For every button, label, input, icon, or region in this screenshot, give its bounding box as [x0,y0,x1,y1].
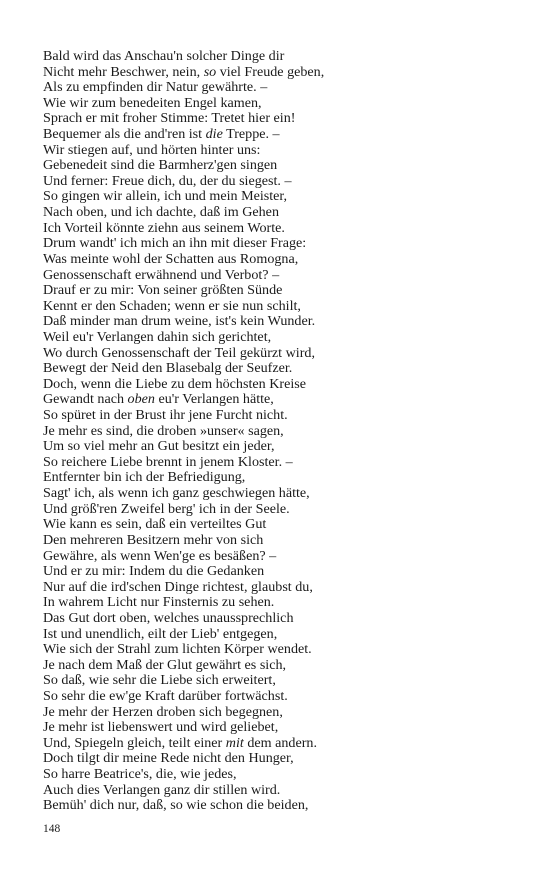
verse-text-block [43,49,523,814]
verse-line [43,283,523,299]
verse-line [43,783,523,799]
verse-segment: Ist und unendlich, eilt der Lieb' entgegen, [43,625,278,642]
verse-line [43,627,523,643]
verse-line [43,174,523,190]
verse-segment: So sehr die ew'ge Kraft darüber fortwächst. [43,687,288,704]
verse-line [43,143,523,159]
verse-segment: Bequemer als die and'ren ist [43,126,206,143]
verse-segment: So harre Beatrice's, die, wie jedes, [43,766,237,783]
verse-line [43,736,523,752]
verse-segment: Wo durch Genossenschaft der Teil gekürzt wird, [43,344,315,361]
verse-line [43,549,523,565]
verse-line [43,751,523,767]
verse-segment: Gebenedeit sind die Barmherz'gen singen [43,157,278,174]
verse-segment: viel Freude geben, [216,63,325,80]
verse-line [43,392,523,408]
verse-segment: eu'r Verlangen hätte, [154,391,274,408]
verse-segment: Bemüh' dich nur, daß, so wie schon die beiden, [43,797,309,814]
verse-line [43,611,523,627]
verse-segment: Sprach er mit froher Stimme: Tretet hier ein! [43,110,296,127]
verse-segment: Entfernter bin ich der Befriedigung, [43,469,246,486]
verse-line [43,705,523,721]
verse-segment: Nur auf die ird'schen Dinge richtest, glaubst du, [43,578,313,595]
verse-segment: So gingen wir allein, ich und mein Meister, [43,188,288,205]
verse-segment: Je mehr der Herzen droben sich begegnen, [43,703,283,720]
verse-segment: Gewandt nach [43,391,128,408]
verse-line [43,455,523,471]
verse-segment: Je nach dem Maß der Glut gewährt es sich, [43,656,287,673]
verse-line [43,65,523,81]
verse-segment: In wahrem Licht nur Finsternis zu sehen. [43,594,275,611]
verse-line [43,346,523,362]
verse-segment: dem andern. [243,734,317,751]
verse-line [43,767,523,783]
verse-line [43,361,523,377]
verse-segment: Gewähre, als wenn Wen'ge es besäßen? – [43,547,277,564]
verse-segment: Wie wir zum benedeiten Engel kamen, [43,94,262,111]
verse-segment: Und ferner: Freue dich, du, der du siegest. – [43,172,292,189]
verse-segment: Bald wird das Anschau'n solcher Dinge dir [43,48,285,64]
verse-line [43,595,523,611]
verse-segment: Je mehr ist liebenswert und wird geliebet, [43,719,279,736]
verse-segment: Drum wandt' ich mich an ihn mit dieser Frage: [43,235,307,252]
verse-segment: Nicht mehr Beschwer, nein, [43,63,204,80]
verse-line [43,720,523,736]
verse-segment: Und größ'ren Zweifel berg' ich in der Seele. [43,500,290,517]
verse-segment: Auch dies Verlangen ganz dir stillen wird. [43,781,281,798]
verse-line [43,377,523,393]
verse-italic-word: mit [225,734,244,751]
verse-line [43,236,523,252]
verse-line [43,642,523,658]
verse-line [43,205,523,221]
verse-line [43,564,523,580]
verse-line [43,221,523,237]
verse-line [43,658,523,674]
verse-segment: Doch tilgt dir meine Rede nicht den Hunger, [43,750,294,767]
verse-line [43,49,523,65]
verse-segment: Und er zu mir: Indem du die Gedanken [43,563,265,580]
verse-line [43,96,523,112]
verse-line [43,127,523,143]
verse-line [43,689,523,705]
verse-line [43,470,523,486]
verse-line [43,330,523,346]
verse-line [43,580,523,596]
verse-segment: Genossenschaft erwähnend und Verbot? – [43,266,280,283]
verse-segment: So spüret in der Brust ihr jene Furcht nicht. [43,407,288,424]
verse-segment: Als zu empfinden dir Natur gewährte. – [43,79,268,96]
verse-segment: Den mehreren Besitzern mehr von sich [43,531,264,548]
verse-line [43,486,523,502]
verse-line [43,80,523,96]
verse-line [43,798,523,814]
verse-segment: Kennt er den Schaden; wenn er sie nun schilt, [43,297,301,314]
verse-segment: Wir stiegen auf, und hörten hinter uns: [43,141,261,158]
verse-italic-word: die [205,126,223,143]
verse-line [43,158,523,174]
verse-segment: Wie kann es sein, daß ein verteiltes Gut [43,516,267,533]
verse-segment: Was meinte wohl der Schatten aus Romogna, [43,250,299,267]
verse-line [43,517,523,533]
verse-segment: Und, Spiegeln gleich, teilt einer [43,734,226,751]
verse-line [43,314,523,330]
verse-segment: Doch, wenn die Liebe zu dem höchsten Kreise [43,375,306,392]
verse-segment: Drauf er zu mir: Von seiner größten Sünde [43,282,283,299]
verse-line [43,533,523,549]
page-number: 148 [43,823,61,835]
verse-segment: Nach oben, und ich dachte, daß im Gehen [43,204,279,221]
verse-segment: Wie sich der Strahl zum lichten Körper wendet. [43,641,312,658]
verse-italic-word: so [203,63,217,80]
verse-segment: So reichere Liebe brennt in jenem Kloster. – [43,453,293,470]
verse-line [43,408,523,424]
verse-segment: Das Gut dort oben, welches unaussprechlich [43,609,294,626]
verse-segment: Sagt' ich, als wenn ich ganz geschwiegen hätte, [43,485,310,502]
verse-line [43,502,523,518]
verse-line [43,268,523,284]
verse-line [43,673,523,689]
verse-segment: Um so viel mehr an Gut besitzt ein jeder, [43,438,275,455]
verse-line [43,299,523,315]
verse-segment: Weil eu'r Verlangen dahin sich gerichtet, [43,328,272,345]
verse-line [43,189,523,205]
verse-segment: So daß, wie sehr die Liebe sich erweitert, [43,672,276,689]
verse-segment: Ich Vorteil könnte ziehn aus seinem Worte. [43,219,285,236]
verse-segment: Bewegt der Neid den Blasebalg der Seufzer. [43,360,293,377]
verse-line [43,111,523,127]
verse-line [43,424,523,440]
verse-segment: Daß minder man drum weine, ist's kein Wunder. [43,313,316,330]
verse-segment: Treppe. – [222,126,280,143]
verse-italic-word: oben [127,391,155,408]
verse-line [43,439,523,455]
verse-line [43,252,523,268]
verse-segment: Je mehr es sind, die droben »unser« sagen, [43,422,284,439]
